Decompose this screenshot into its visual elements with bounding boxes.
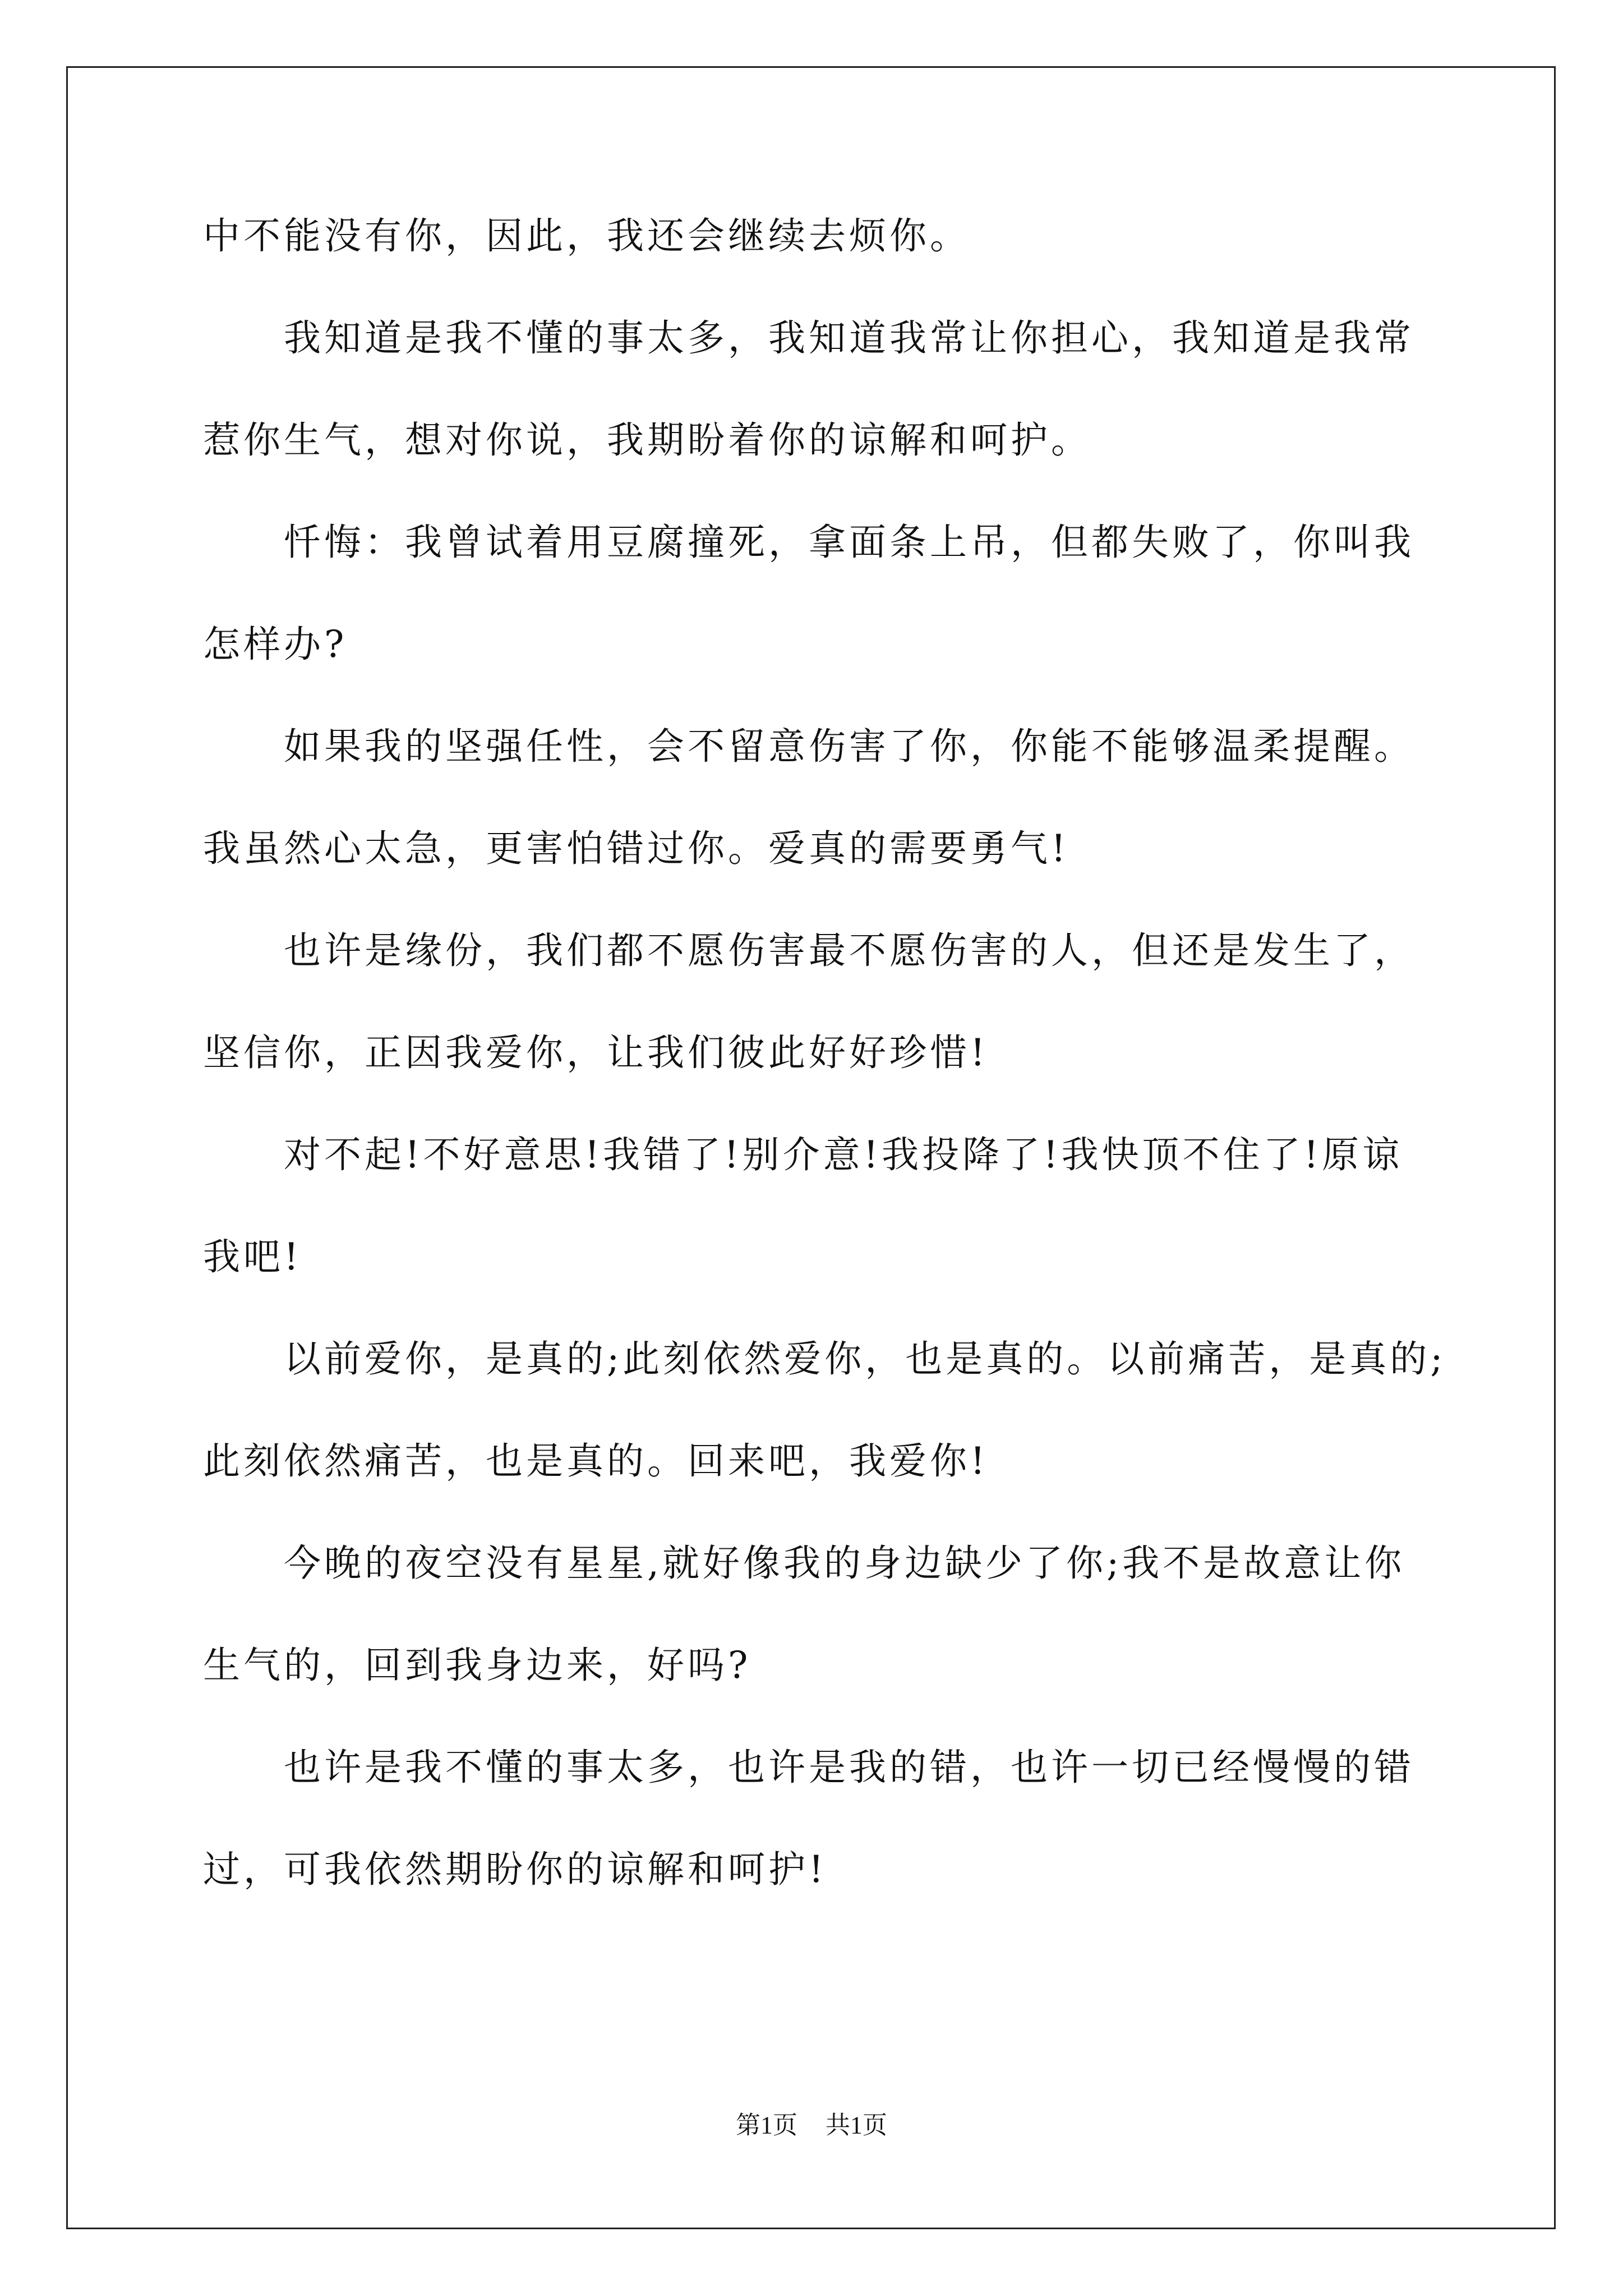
text-line: 以前爱你，是真的;此刻依然爱你，也是真的。以前痛苦，是真的; xyxy=(284,1337,1446,1381)
text-line: 此刻依然痛苦，也是真的。回来吧，我爱你! xyxy=(203,1439,989,1483)
text-line: 我吧! xyxy=(203,1235,302,1278)
text-line: 今晚的夜空没有星星,就好像我的身边缺少了你;我不是故意让你 xyxy=(284,1542,1405,1585)
text-line: 对不起!不好意思!我错了!别介意!我投降了!我快顶不住了!原谅 xyxy=(284,1133,1403,1176)
text-line: 惹你生气，想对你说，我期盼着你的谅解和呵护。 xyxy=(203,418,1091,462)
text-line: 如果我的坚强任性，会不留意伤害了你，你能不能够温柔提醒。 xyxy=(284,725,1414,768)
text-line: 我虽然心太急，更害怕错过你。爱真的需要勇气! xyxy=(203,827,1069,870)
page-number-current: 第1页 xyxy=(736,2111,797,2139)
text-line: 忏悔：我曾试着用豆腐撞死，拿面条上吊，但都失败了，你叫我 xyxy=(284,521,1414,564)
text-line: 生气的，回到我身边来，好吗? xyxy=(203,1644,751,1687)
text-line: 也许是我不懂的事太多，也许是我的错，也许一切已经慢慢的错 xyxy=(284,1746,1414,1789)
page-number-total: 共1页 xyxy=(826,2111,887,2139)
document-body xyxy=(203,185,1446,1921)
text-line: 过，可我依然期盼你的谅解和呵护! xyxy=(203,1848,827,1891)
page-footer xyxy=(0,2105,1623,2141)
text-line: 也许是缘份，我们都不愿伤害最不愿伤害的人，但还是发生了， xyxy=(284,929,1414,972)
text-line: 我知道是我不懂的事太多，我知道我常让你担心，我知道是我常 xyxy=(284,316,1414,360)
text-line: 坚信你，正因我爱你，让我们彼此好好珍惜! xyxy=(203,1031,989,1074)
text-line: 中不能没有你，因此，我还会继续去烦你。 xyxy=(203,214,970,257)
text-line: 怎样办? xyxy=(203,623,348,666)
